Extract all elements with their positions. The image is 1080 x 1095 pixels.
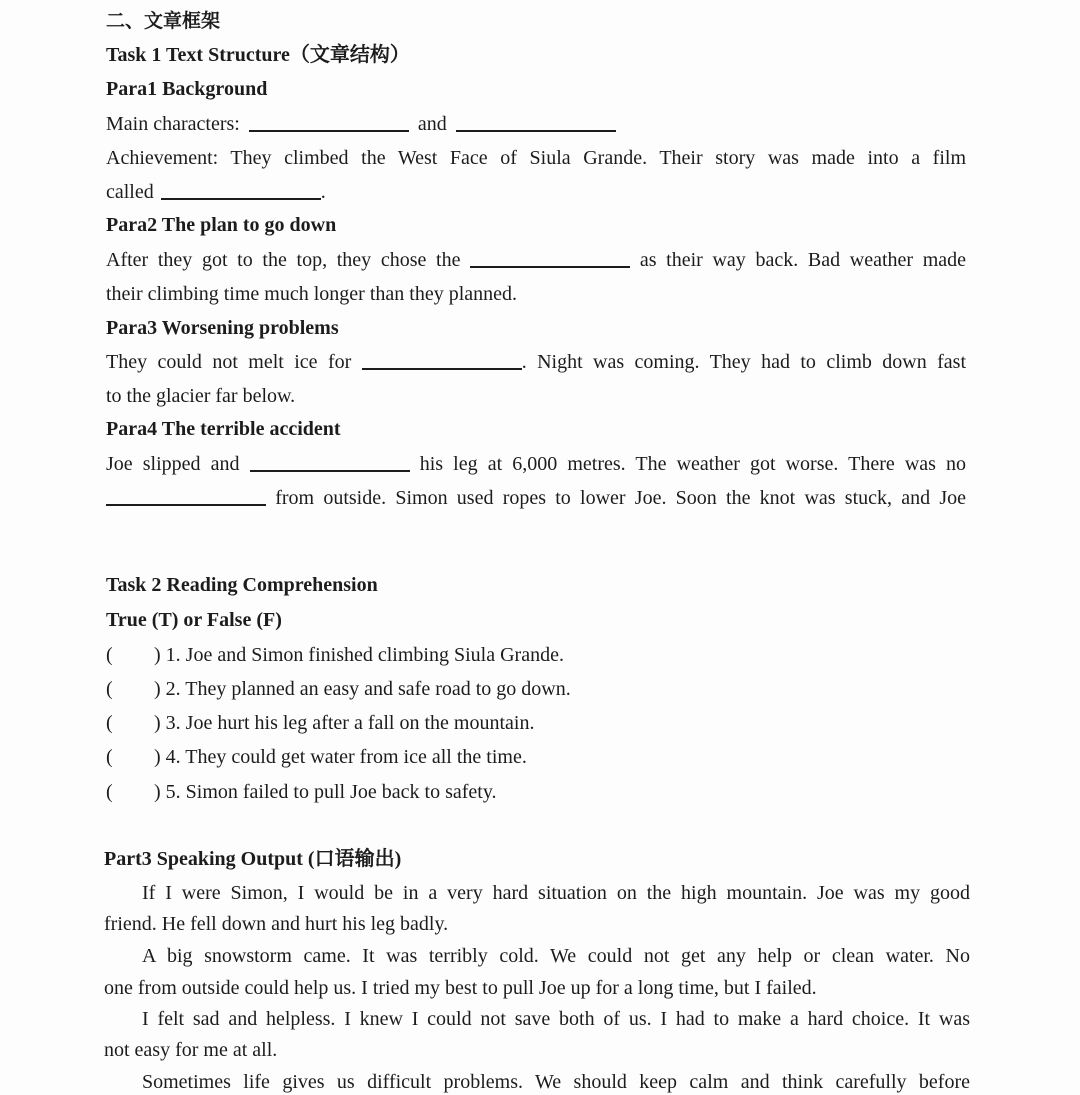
fill-blank[interactable] xyxy=(456,112,616,132)
speaking-p2-line2: one from outside could help us. I tried my best to pull Joe up for a long time, but I failed. xyxy=(104,977,817,999)
answer-bracket[interactable]: ( xyxy=(106,644,113,666)
part3-title: Part3 Speaking Output (口语输出) xyxy=(104,848,402,870)
tf-item xyxy=(106,710,534,736)
para4-heading: Para4 The terrible accident xyxy=(106,418,341,440)
answer-bracket[interactable]: ( xyxy=(106,712,113,734)
speaking-p3-line2: not easy for me at all. xyxy=(104,1039,278,1061)
para3-text-start: They could not melt ice for xyxy=(106,351,352,373)
main-characters-label: Main characters: xyxy=(106,113,240,135)
para2-text-end: as their way back. Bad weather made xyxy=(639,249,967,271)
para1-heading: Para1 Background xyxy=(106,78,268,100)
speaking-p4-line1: Sometimes life gives us difficult problems. We should keep calm and think carefully before xyxy=(142,1071,970,1093)
cut-off-line-container xyxy=(0,1068,1080,1093)
tf-statement: ) 5. Simon failed to pull Joe back to safety. xyxy=(154,781,497,803)
fill-blank[interactable] xyxy=(250,452,410,472)
answer-bracket[interactable]: ( xyxy=(106,781,113,803)
tf-item xyxy=(106,744,527,770)
task2-subtitle: True (T) or False (F) xyxy=(106,609,282,631)
speaking-p1-line1: If I were Simon, I would be in a very hard situation on the high mountain. Joe was my good xyxy=(142,882,970,904)
para4-text-end-2: from outside. Simon used ropes to lower Joe. Soon the knot was stuck, and Joe xyxy=(275,487,967,509)
tf-statement: ) 1. Joe and Simon finished climbing Siula Grande. xyxy=(154,644,564,666)
main-characters-line xyxy=(106,111,616,137)
fill-blank[interactable] xyxy=(106,486,266,506)
para4-text-start: Joe slipped and xyxy=(106,453,240,475)
para2-line-1 xyxy=(106,247,966,273)
para3-heading: Para3 Worsening problems xyxy=(106,317,339,339)
para4-line-2 xyxy=(106,485,966,511)
section-title: 二、文章框架 xyxy=(106,10,221,32)
fill-blank[interactable] xyxy=(362,350,522,370)
tf-item xyxy=(106,642,564,668)
tf-statement: ) 3. Joe hurt his leg after a fall on the mountain. xyxy=(154,712,535,734)
answer-bracket[interactable]: ( xyxy=(106,746,113,768)
fill-blank[interactable] xyxy=(161,180,321,200)
speaking-p1-line2: friend. He fell down and hurt his leg badly. xyxy=(104,913,449,935)
tf-item xyxy=(106,676,571,702)
task2-title: Task 2 Reading Comprehension xyxy=(106,574,378,596)
called-text: called xyxy=(106,181,154,203)
para2-heading: Para2 The plan to go down xyxy=(106,214,337,236)
para3-text-end: . Night was coming. They had to climb down fast xyxy=(521,351,966,373)
speaking-p2-line1: A big snowstorm came. It was terribly cold. We could not get any help or clean water. No xyxy=(142,945,970,967)
para2-text-start: After they got to the top, they chose the xyxy=(106,249,461,271)
period-text: . xyxy=(320,181,326,203)
and-text: and xyxy=(417,113,447,135)
tf-item xyxy=(106,779,497,805)
para2-line-2: their climbing time much longer than they planned. xyxy=(106,283,518,305)
fill-blank[interactable] xyxy=(249,112,409,132)
answer-bracket[interactable]: ( xyxy=(106,678,113,700)
para4-line-1 xyxy=(106,451,966,477)
achievement-line: Achievement: They climbed the West Face of Siula Grande. Their story was made into a film xyxy=(106,147,966,169)
task1-title: Task 1 Text Structure（文章结构） xyxy=(106,44,410,66)
tf-statement: ) 4. They could get water from ice all the time. xyxy=(154,746,527,768)
para4-text-end: his leg at 6,000 metres. The weather got worse. There was no xyxy=(419,453,967,475)
para3-line-2: to the glacier far below. xyxy=(106,385,296,407)
achievement-line-2 xyxy=(106,179,326,205)
speaking-p3-line1: I felt sad and helpless. I knew I could not save both of us. I had to make a hard choice. It was xyxy=(142,1008,970,1030)
para3-line-1 xyxy=(106,349,966,375)
fill-blank[interactable] xyxy=(470,248,630,268)
tf-statement: ) 2. They planned an easy and safe road to go down. xyxy=(154,678,571,700)
